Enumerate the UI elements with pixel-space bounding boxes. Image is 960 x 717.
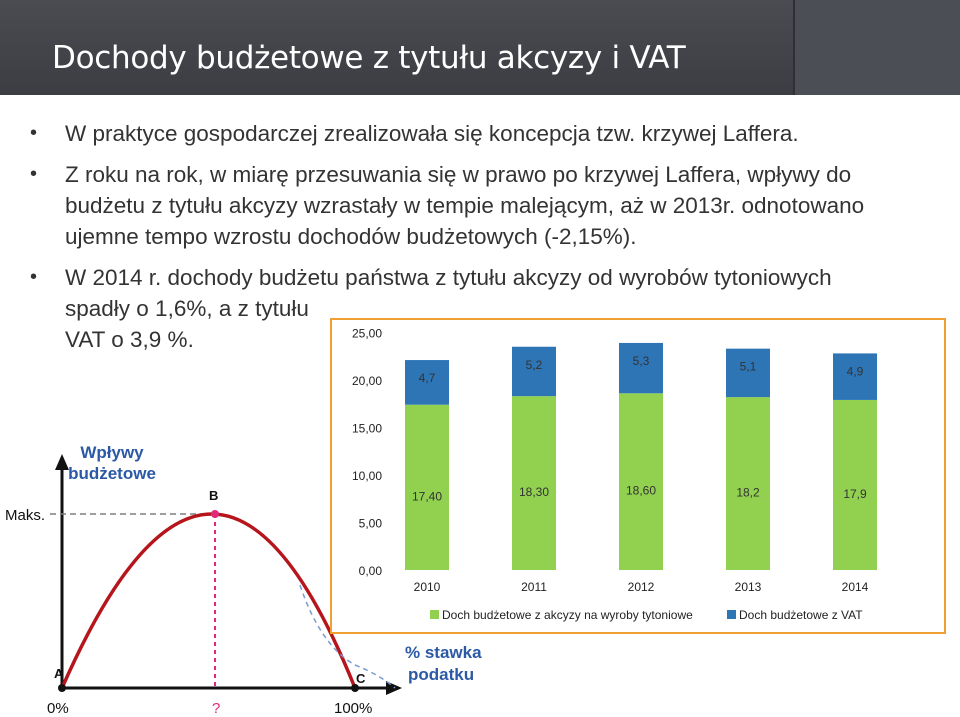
- legend-swatch-0: [430, 610, 439, 619]
- title-side-panel: [793, 0, 960, 95]
- laffer-maks-label: Maks.: [5, 507, 46, 524]
- legend-label-0: Doch budżetowe z akcyzy na wyroby tytoniowe: [442, 608, 693, 622]
- laffer-tick-100: 100%: [334, 700, 373, 717]
- laffer-ylabel-line1: Wpływy: [80, 443, 144, 462]
- legend-label-1: Doch budżetowe z VAT: [739, 608, 863, 622]
- bullet-2: [30, 159, 930, 252]
- bar-akcyza-2012: [619, 393, 663, 570]
- data-label: 5,2: [525, 357, 543, 372]
- laffer-y-arrow: [55, 454, 69, 470]
- bar-vat-2012: [619, 343, 663, 393]
- bullet-line: ujemne tempo wzrostu dochodów budżetowych (-2,15%).: [65, 224, 637, 249]
- data-label: 18,2: [736, 485, 760, 500]
- y-tick-label: 20,00: [351, 374, 382, 388]
- bullet-line: budżetu z tytułu akcyzy wzrastały w tempie malejącym, aż w 2013r. odnotowano: [65, 193, 865, 218]
- y-tick-label: 15,00: [351, 421, 382, 436]
- data-label: 5,3: [632, 353, 650, 368]
- laffer-label-b: B: [209, 488, 219, 503]
- laffer-tick-q: ?: [212, 700, 221, 717]
- laffer-label-a: A: [54, 666, 64, 681]
- stacked-bar-chart: [330, 318, 946, 634]
- y-tick-label: 5,00: [358, 516, 382, 531]
- x-tick-label: 2011: [521, 580, 547, 594]
- bullet-dot: •: [30, 122, 38, 144]
- data-label: 18,30: [518, 485, 550, 500]
- laffer-tick-0: 0%: [47, 700, 69, 717]
- bullet-line: W praktyce gospodarczej zrealizowała się koncepcja tzw. krzywej Laffera.: [65, 121, 799, 146]
- x-tick-label: 2013: [734, 580, 762, 594]
- x-tick-label: 2012: [627, 580, 655, 594]
- bullet-line: spadły o 1,6%, a z tytułu: [65, 296, 309, 321]
- laffer-xlabel-line2: podatku: [408, 665, 475, 684]
- y-tick-label: 0,00: [358, 564, 382, 578]
- data-label: 5,1: [739, 359, 757, 374]
- laffer-label-c: C: [356, 671, 366, 686]
- laffer-point-b: [211, 510, 219, 518]
- data-label: 18,60: [625, 483, 657, 498]
- bullet-line: W 2014 r. dochody budżetu państwa z tytułu akcyzy od wyrobów tytoniowych: [65, 265, 832, 290]
- data-label: 4,7: [418, 371, 436, 386]
- bullet-dot: •: [30, 266, 38, 288]
- bar-akcyza-2011: [512, 396, 556, 570]
- laffer-ylabel-line2: budżetowe: [68, 464, 156, 483]
- bar-akcyza-2013: [726, 397, 770, 570]
- bullet-dot: •: [30, 163, 38, 185]
- bar-akcyza-2010: [405, 405, 449, 570]
- x-tick-label: 2014: [841, 580, 869, 594]
- data-label: 17,9: [843, 486, 867, 501]
- bullet-1: [30, 118, 930, 149]
- y-tick-label: 10,00: [351, 469, 382, 483]
- data-label: 17,40: [411, 489, 443, 504]
- slide-title: Dochody budżetowe z tytułu akcyzy i VAT: [52, 40, 686, 76]
- x-tick-label: 2010: [413, 580, 441, 594]
- laffer-xlabel-line1: % stawka: [405, 643, 482, 662]
- y-tick-label: 25,00: [351, 326, 382, 341]
- laffer-curve: [62, 514, 355, 688]
- data-label: 4,9: [846, 364, 864, 379]
- legend-swatch-1: [727, 610, 736, 619]
- laffer-point-a: [58, 684, 66, 692]
- bullet-line: VAT o 3,9 %.: [65, 327, 194, 352]
- bullet-line: Z roku na rok, w miarę przesuwania się w prawo po krzywej Laffera, wpływy do: [65, 162, 852, 187]
- title-bar: [0, 0, 960, 95]
- bar-akcyza-2014: [833, 400, 877, 570]
